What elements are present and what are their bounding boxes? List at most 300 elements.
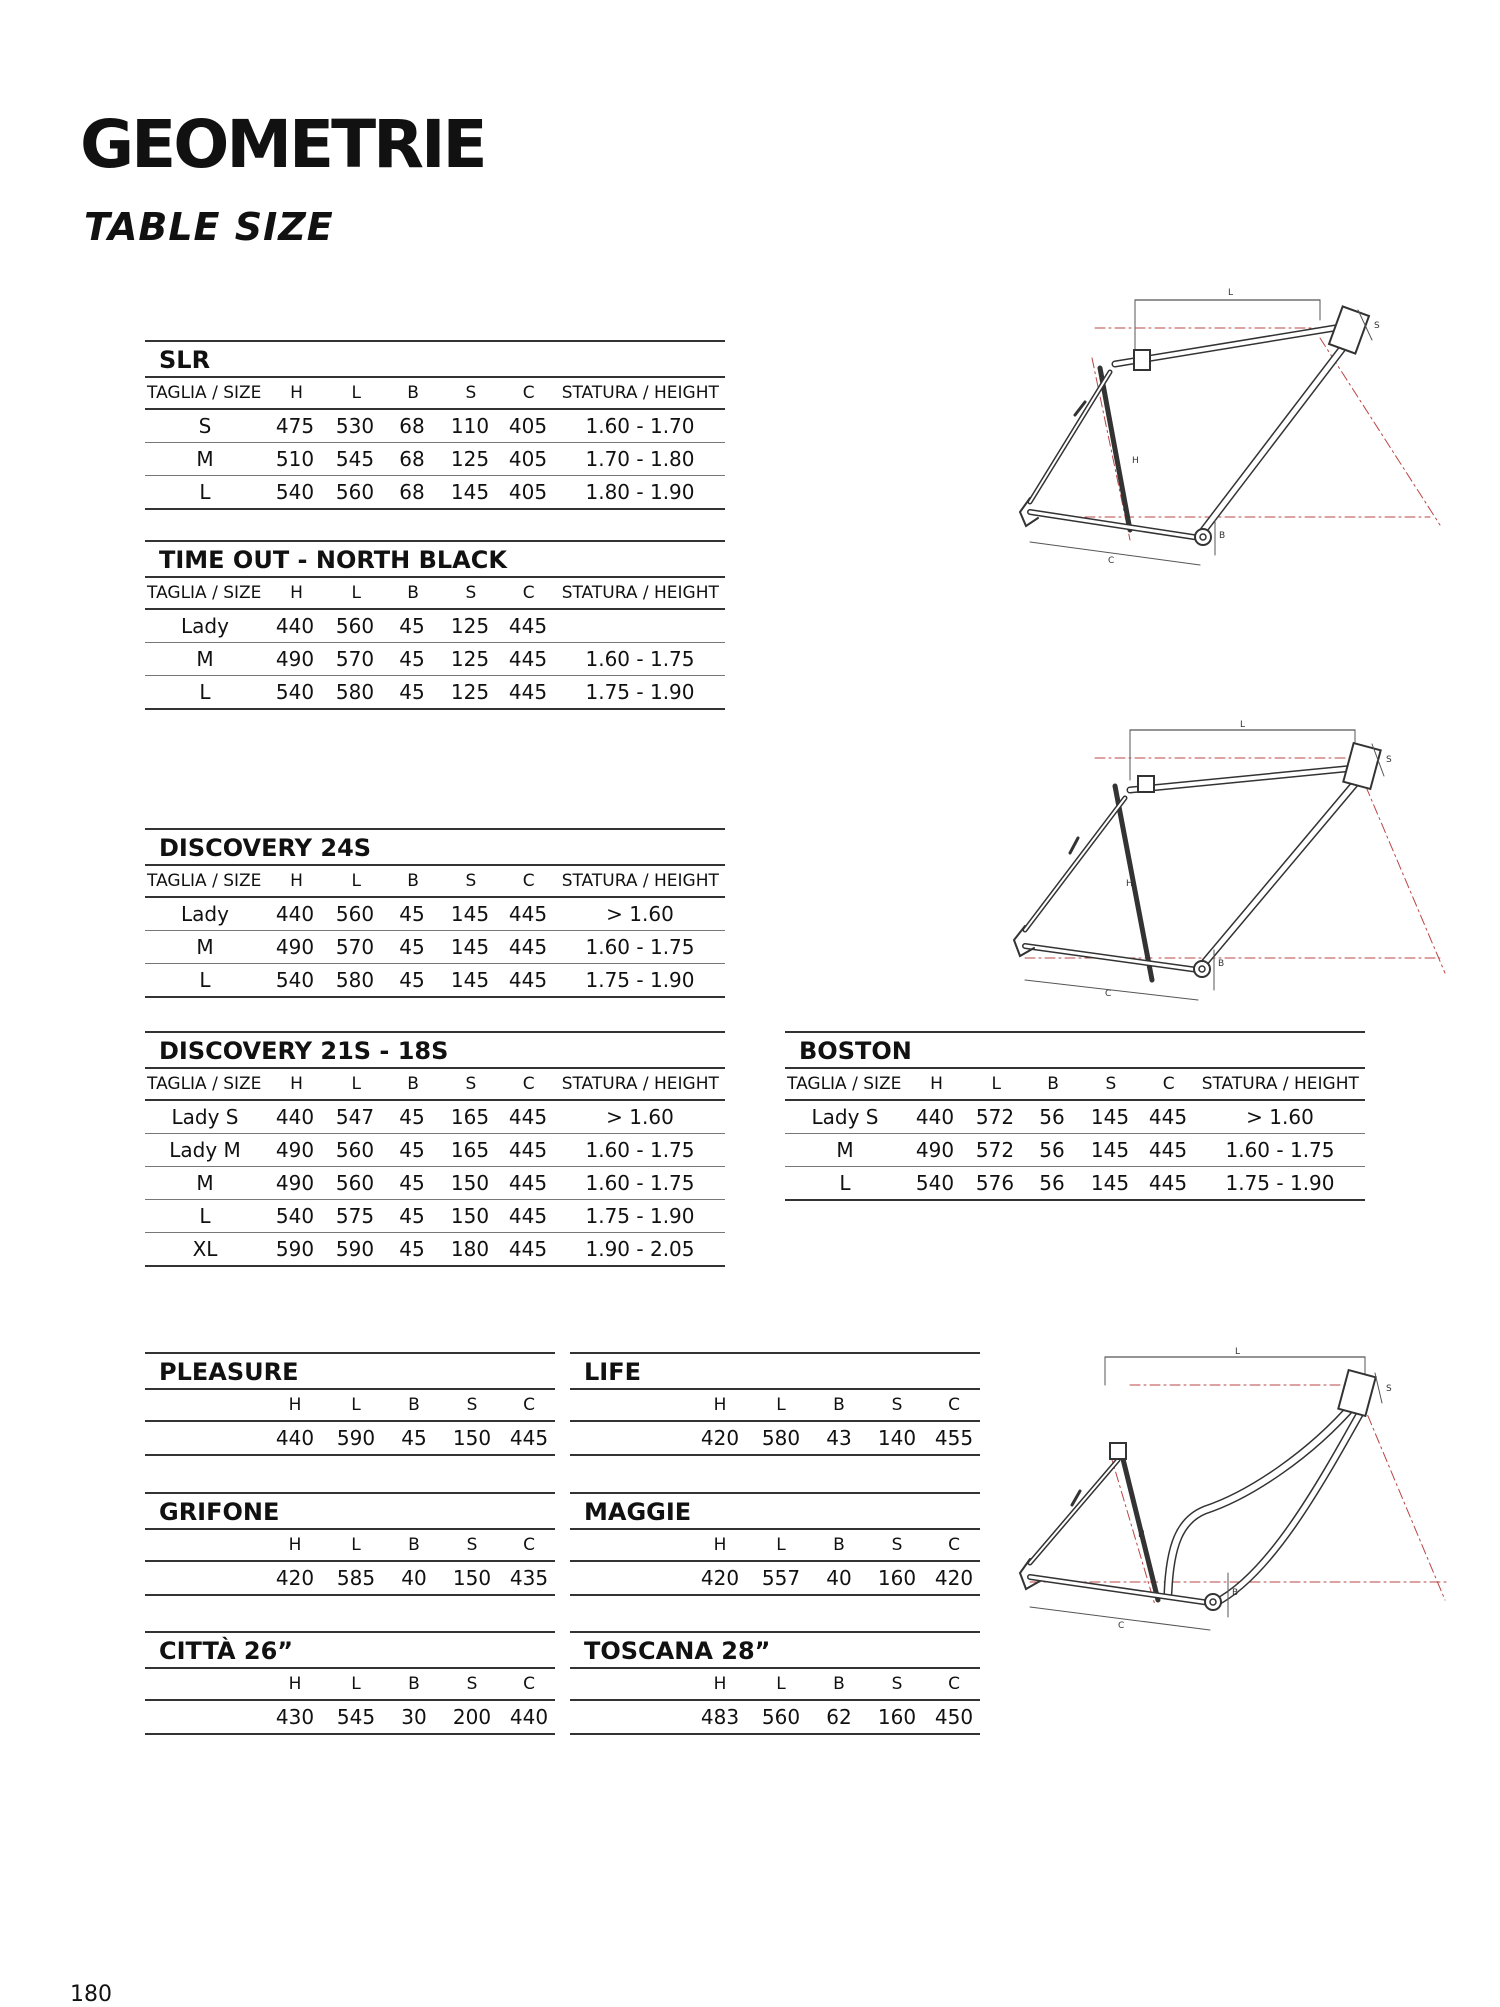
cell-s: 125 — [450, 447, 490, 471]
cell-size: L — [199, 680, 211, 704]
table-title: TIME OUT - NORTH BLACK — [145, 540, 725, 578]
column-header-b: B — [407, 1074, 419, 1094]
cell-s: 150 — [450, 1171, 490, 1195]
cell-h: 440 — [275, 614, 315, 638]
column-header-l: L — [351, 1674, 361, 1694]
cell-b: 45 — [399, 614, 425, 638]
column-header-c: C — [523, 1535, 535, 1555]
column-header-s: S — [466, 1674, 478, 1694]
column-header-b: B — [833, 1395, 845, 1415]
cell-c: 445 — [1148, 1138, 1188, 1162]
head-tube — [1329, 306, 1369, 353]
column-header-c: C — [948, 1674, 960, 1694]
table-title: CITTÀ 26” — [145, 1631, 555, 1669]
cell-s: 110 — [450, 414, 490, 438]
cell-b: 56 — [1039, 1171, 1065, 1195]
cell-l: 590 — [335, 1237, 375, 1261]
cell-height: 1.70 - 1.80 — [585, 447, 695, 471]
cell-height: > 1.60 — [606, 1105, 674, 1129]
dimension-line-c — [1025, 980, 1198, 1000]
cell-height: > 1.60 — [606, 902, 674, 926]
table-title: MAGGIE — [570, 1492, 980, 1530]
table-pleasure — [145, 1352, 555, 1456]
cell-b: 45 — [399, 680, 425, 704]
cell-b: 56 — [1039, 1105, 1065, 1129]
label-s: S — [1386, 1384, 1392, 1394]
cell-h: 490 — [915, 1138, 955, 1162]
cell-s: 180 — [450, 1237, 490, 1261]
table-header-row — [570, 1530, 980, 1562]
label-c: C — [1105, 989, 1112, 999]
frame-diagram-diamond — [1000, 280, 1460, 580]
cell-height: 1.90 - 2.05 — [585, 1237, 695, 1261]
cell-c: 445 — [508, 902, 548, 926]
column-header-s: S — [465, 1074, 477, 1094]
table-grifone — [145, 1492, 555, 1596]
cell-c: 445 — [508, 968, 548, 992]
cell-c: 445 — [508, 1138, 548, 1162]
cell-b: 43 — [826, 1426, 852, 1450]
cell-h: 420 — [275, 1566, 315, 1590]
table-row — [145, 1562, 555, 1596]
cell-height: 1.60 - 1.75 — [585, 1138, 695, 1162]
table-title: DISCOVERY 24S — [145, 828, 725, 866]
cell-s: 125 — [450, 680, 490, 704]
label-s: S — [1386, 755, 1392, 765]
cell-h: 490 — [275, 1138, 315, 1162]
cell-size: M — [196, 647, 214, 671]
cell-height: 1.80 - 1.90 — [585, 480, 695, 504]
column-header-h: H — [290, 583, 303, 603]
cell-c: 420 — [934, 1566, 974, 1590]
column-header-l: L — [351, 1535, 361, 1555]
table-row — [145, 931, 725, 964]
cell-c: 445 — [1148, 1171, 1188, 1195]
table-row — [145, 964, 725, 998]
column-header-size: TAGLIA / SIZE — [147, 871, 262, 891]
cell-size: M — [196, 1171, 214, 1195]
column-header-s: S — [465, 383, 477, 403]
cell-height: > 1.60 — [1246, 1105, 1314, 1129]
cell-c: 445 — [1148, 1105, 1188, 1129]
cell-s: 150 — [452, 1566, 492, 1590]
cell-height: 1.75 - 1.90 — [1225, 1171, 1335, 1195]
cell-h: 510 — [275, 447, 315, 471]
table-row — [570, 1422, 980, 1456]
fork-axis-line — [1360, 1397, 1445, 1600]
column-header-size: TAGLIA / SIZE — [147, 1074, 262, 1094]
cell-l: 560 — [335, 902, 375, 926]
cell-b: 45 — [399, 902, 425, 926]
cell-l: 576 — [975, 1171, 1015, 1195]
table-row — [785, 1101, 1365, 1134]
page-subtitle: TABLE SIZE — [84, 205, 334, 249]
table-toscana — [570, 1631, 980, 1735]
table-row — [145, 1134, 725, 1167]
table-header-row — [785, 1069, 1365, 1101]
table-header-row — [570, 1390, 980, 1422]
cell-b: 45 — [399, 1204, 425, 1228]
table-slr — [145, 340, 725, 510]
cell-height: 1.75 - 1.90 — [585, 968, 695, 992]
table-boston — [785, 1031, 1365, 1201]
page-title: GEOMETRIE — [80, 106, 485, 183]
column-header-size: TAGLIA / SIZE — [147, 583, 262, 603]
cell-b: 45 — [399, 1237, 425, 1261]
column-header-size: TAGLIA / SIZE — [787, 1074, 902, 1094]
table-header-row — [145, 866, 725, 898]
label-h: H — [1126, 879, 1133, 889]
table-row — [145, 610, 725, 643]
column-header-b: B — [407, 583, 419, 603]
table-header-row — [145, 1530, 555, 1562]
seat-clamp — [1138, 776, 1154, 792]
cell-height: 1.75 - 1.90 — [585, 1204, 695, 1228]
cell-c: 405 — [508, 480, 548, 504]
column-header-h: H — [288, 1535, 302, 1555]
column-header-height: STATURA / HEIGHT — [561, 1074, 719, 1094]
cell-l: 560 — [335, 1138, 375, 1162]
cell-b: 45 — [399, 1171, 425, 1195]
cell-s: 160 — [877, 1566, 917, 1590]
cell-height: 1.75 - 1.90 — [585, 680, 695, 704]
column-header-b: B — [408, 1395, 420, 1415]
cell-l: 560 — [761, 1705, 801, 1729]
cell-h: 440 — [275, 1105, 315, 1129]
column-header-s: S — [1105, 1074, 1117, 1094]
seat-tube — [1122, 1455, 1158, 1600]
cell-height: 1.60 - 1.75 — [1225, 1138, 1335, 1162]
column-header-s: S — [466, 1395, 478, 1415]
seat-clamp — [1110, 1443, 1126, 1459]
cell-l: 545 — [336, 1705, 376, 1729]
cell-s: 145 — [1090, 1171, 1130, 1195]
head-tube — [1338, 1370, 1375, 1416]
bottom-bracket — [1194, 961, 1210, 977]
cell-c: 445 — [508, 935, 548, 959]
table-row — [145, 1200, 725, 1233]
dimension-line-c — [1030, 542, 1200, 565]
table-row — [145, 643, 725, 676]
column-header-l: L — [351, 383, 362, 403]
cell-s: 160 — [877, 1705, 917, 1729]
table-title: GRIFONE — [145, 1492, 555, 1530]
bottom-bracket — [1205, 1594, 1221, 1610]
cell-c: 445 — [508, 680, 548, 704]
column-header-l: L — [776, 1535, 786, 1555]
cell-h: 490 — [275, 1171, 315, 1195]
head-tube — [1343, 743, 1380, 789]
cell-size: Lady S — [171, 1105, 239, 1129]
seat-clamp — [1134, 350, 1150, 370]
cell-s: 165 — [450, 1138, 490, 1162]
label-b: B — [1219, 531, 1226, 541]
column-header-h: H — [290, 871, 303, 891]
column-header-b: B — [833, 1535, 845, 1555]
cell-l: 557 — [761, 1566, 801, 1590]
column-header-h: H — [713, 1395, 727, 1415]
table-citta — [145, 1631, 555, 1735]
cell-h: 440 — [915, 1105, 955, 1129]
frame-diagram-trekking — [1000, 718, 1460, 1018]
cell-c: 445 — [508, 647, 548, 671]
cell-b: 40 — [826, 1566, 852, 1590]
cell-h: 440 — [275, 1426, 315, 1450]
table-title: LIFE — [570, 1352, 980, 1390]
column-header-c: C — [522, 871, 535, 891]
table-row — [145, 1701, 555, 1735]
column-header-l: L — [351, 871, 362, 891]
column-header-b: B — [408, 1674, 420, 1694]
table-row — [785, 1167, 1365, 1201]
table-row — [145, 1101, 725, 1134]
cell-c: 445 — [508, 1204, 548, 1228]
cell-b: 45 — [399, 1105, 425, 1129]
column-header-s: S — [466, 1535, 478, 1555]
seat-tube — [1100, 368, 1130, 530]
page-number: 180 — [70, 1982, 112, 2007]
table-header-row — [145, 1069, 725, 1101]
label-b: B — [1232, 1588, 1239, 1598]
cell-h: 420 — [700, 1426, 740, 1450]
table-row — [145, 676, 725, 710]
cell-s: 125 — [450, 614, 490, 638]
table-row — [145, 443, 725, 476]
column-header-h: H — [713, 1674, 727, 1694]
table-timeout — [145, 540, 725, 710]
label-b: B — [1218, 959, 1225, 969]
column-header-s: S — [465, 871, 477, 891]
cell-s: 145 — [1090, 1138, 1130, 1162]
cell-b: 45 — [399, 935, 425, 959]
table-row — [145, 1167, 725, 1200]
cell-c: 445 — [509, 1426, 549, 1450]
fork-axis-line — [1320, 338, 1440, 525]
cell-l: 585 — [336, 1566, 376, 1590]
table-discovery24 — [145, 828, 725, 998]
cell-s: 200 — [452, 1705, 492, 1729]
table-row — [145, 1422, 555, 1456]
table-header-row — [570, 1669, 980, 1701]
cell-h: 430 — [275, 1705, 315, 1729]
column-header-c: C — [522, 583, 535, 603]
cell-c: 405 — [508, 414, 548, 438]
cell-h: 540 — [275, 680, 315, 704]
cell-c: 445 — [508, 614, 548, 638]
cell-l: 590 — [336, 1426, 376, 1450]
cell-h: 540 — [915, 1171, 955, 1195]
column-header-l: L — [776, 1674, 786, 1694]
label-h: H — [1132, 456, 1139, 466]
column-header-b: B — [1047, 1074, 1059, 1094]
cell-c: 445 — [508, 1171, 548, 1195]
cell-b: 62 — [826, 1705, 852, 1729]
column-header-b: B — [833, 1674, 845, 1694]
label-l: L — [1228, 288, 1234, 298]
column-header-l: L — [351, 1074, 362, 1094]
cell-h: 490 — [275, 935, 315, 959]
fork-axis-line — [1358, 768, 1445, 973]
dimension-line-s — [1375, 1373, 1382, 1403]
table-discovery21 — [145, 1031, 725, 1267]
label-l: L — [1235, 1347, 1241, 1357]
cell-size: Lady S — [811, 1105, 879, 1129]
cell-l: 560 — [335, 614, 375, 638]
column-header-l: L — [351, 1395, 361, 1415]
cell-b: 30 — [401, 1705, 427, 1729]
cell-l: 545 — [335, 447, 375, 471]
cell-l: 560 — [335, 1171, 375, 1195]
column-header-h: H — [288, 1395, 302, 1415]
cell-size: M — [196, 447, 214, 471]
cell-l: 560 — [335, 480, 375, 504]
cell-b: 45 — [399, 1138, 425, 1162]
table-life — [570, 1352, 980, 1456]
cell-height: 1.60 - 1.75 — [585, 647, 695, 671]
table-header-row — [145, 378, 725, 410]
column-header-l: L — [351, 583, 362, 603]
cell-c: 450 — [934, 1705, 974, 1729]
cell-b: 68 — [399, 480, 425, 504]
cell-l: 572 — [975, 1138, 1015, 1162]
column-header-c: C — [948, 1395, 960, 1415]
cell-size: Lady — [181, 902, 229, 926]
column-header-c: C — [522, 383, 535, 403]
cell-s: 145 — [450, 935, 490, 959]
cell-c: 405 — [508, 447, 548, 471]
column-header-size: TAGLIA / SIZE — [147, 383, 262, 403]
cell-l: 572 — [975, 1105, 1015, 1129]
cell-size: Lady M — [169, 1138, 241, 1162]
table-row — [570, 1701, 980, 1735]
column-header-l: L — [991, 1074, 1002, 1094]
cell-h: 420 — [700, 1566, 740, 1590]
table-row — [145, 898, 725, 931]
table-title: TOSCANA 28” — [570, 1631, 980, 1669]
cell-height: 1.60 - 1.70 — [585, 414, 695, 438]
table-title: SLR — [145, 340, 725, 378]
column-header-c: C — [948, 1535, 960, 1555]
cell-l: 575 — [335, 1204, 375, 1228]
label-h: H — [1138, 1530, 1145, 1540]
label-s: S — [1374, 321, 1380, 331]
cell-height: 1.60 - 1.75 — [585, 935, 695, 959]
bottom-bracket — [1195, 529, 1211, 545]
cell-s: 150 — [450, 1204, 490, 1228]
column-header-height: STATURA / HEIGHT — [561, 383, 719, 403]
cell-size: Lady — [181, 614, 229, 638]
cell-l: 580 — [335, 968, 375, 992]
cell-h: 475 — [275, 414, 315, 438]
cell-c: 445 — [508, 1105, 548, 1129]
cell-h: 440 — [275, 902, 315, 926]
cell-s: 145 — [1090, 1105, 1130, 1129]
frame-diagram-step-through — [1010, 1345, 1470, 1645]
cell-b: 45 — [401, 1426, 427, 1450]
table-title: DISCOVERY 21S - 18S — [145, 1031, 725, 1069]
column-header-height: STATURA / HEIGHT — [561, 583, 719, 603]
cell-c: 445 — [508, 1237, 548, 1261]
column-header-c: C — [523, 1395, 535, 1415]
table-row — [785, 1134, 1365, 1167]
column-header-height: STATURA / HEIGHT — [561, 871, 719, 891]
column-header-height: STATURA / HEIGHT — [1201, 1074, 1359, 1094]
cell-b: 68 — [399, 447, 425, 471]
column-header-c: C — [522, 1074, 535, 1094]
column-header-h: H — [290, 1074, 303, 1094]
cable-guide — [1070, 838, 1078, 853]
column-header-c: C — [1162, 1074, 1175, 1094]
cell-size: L — [199, 1204, 211, 1228]
cell-s: 145 — [450, 902, 490, 926]
cell-b: 45 — [399, 968, 425, 992]
column-header-s: S — [891, 1535, 903, 1555]
column-header-s: S — [891, 1674, 903, 1694]
lower-down-tube — [1215, 1410, 1362, 1603]
cell-s: 165 — [450, 1105, 490, 1129]
label-l: L — [1240, 720, 1246, 730]
cell-height: 1.60 - 1.75 — [585, 1171, 695, 1195]
table-title: PLEASURE — [145, 1352, 555, 1390]
table-row — [145, 1233, 725, 1267]
cell-size: L — [199, 968, 211, 992]
column-header-h: H — [713, 1535, 727, 1555]
cell-h: 483 — [700, 1705, 740, 1729]
cell-l: 580 — [335, 680, 375, 704]
cell-h: 490 — [275, 647, 315, 671]
table-title: BOSTON — [785, 1031, 1365, 1069]
column-header-c: C — [523, 1674, 535, 1694]
cell-s: 145 — [450, 968, 490, 992]
cell-c: 435 — [509, 1566, 549, 1590]
cell-size: L — [839, 1171, 851, 1195]
column-header-h: H — [930, 1074, 943, 1094]
cell-h: 590 — [275, 1237, 315, 1261]
cell-size: L — [199, 480, 211, 504]
cell-l: 530 — [335, 414, 375, 438]
cell-s: 125 — [450, 647, 490, 671]
table-row — [145, 410, 725, 443]
seat-tube — [1115, 786, 1152, 980]
cell-b: 68 — [399, 414, 425, 438]
cell-h: 540 — [275, 968, 315, 992]
cell-h: 540 — [275, 1204, 315, 1228]
column-header-b: B — [407, 383, 419, 403]
cell-b: 56 — [1039, 1138, 1065, 1162]
label-c: C — [1118, 1621, 1125, 1631]
cell-s: 140 — [877, 1426, 917, 1450]
cell-size: M — [196, 935, 214, 959]
cell-c: 455 — [934, 1426, 974, 1450]
column-header-b: B — [408, 1535, 420, 1555]
label-c: C — [1108, 556, 1115, 566]
table-header-row — [145, 578, 725, 610]
column-header-s: S — [891, 1395, 903, 1415]
table-row — [570, 1562, 980, 1596]
table-header-row — [145, 1669, 555, 1701]
cell-size: XL — [192, 1237, 218, 1261]
cell-b: 45 — [399, 647, 425, 671]
column-header-h: H — [290, 383, 303, 403]
cell-h: 540 — [275, 480, 315, 504]
column-header-b: B — [407, 871, 419, 891]
table-maggie — [570, 1492, 980, 1596]
cell-size: M — [836, 1138, 854, 1162]
cell-l: 547 — [335, 1105, 375, 1129]
cell-l: 570 — [335, 647, 375, 671]
cell-b: 40 — [401, 1566, 427, 1590]
cell-size: S — [198, 414, 212, 438]
